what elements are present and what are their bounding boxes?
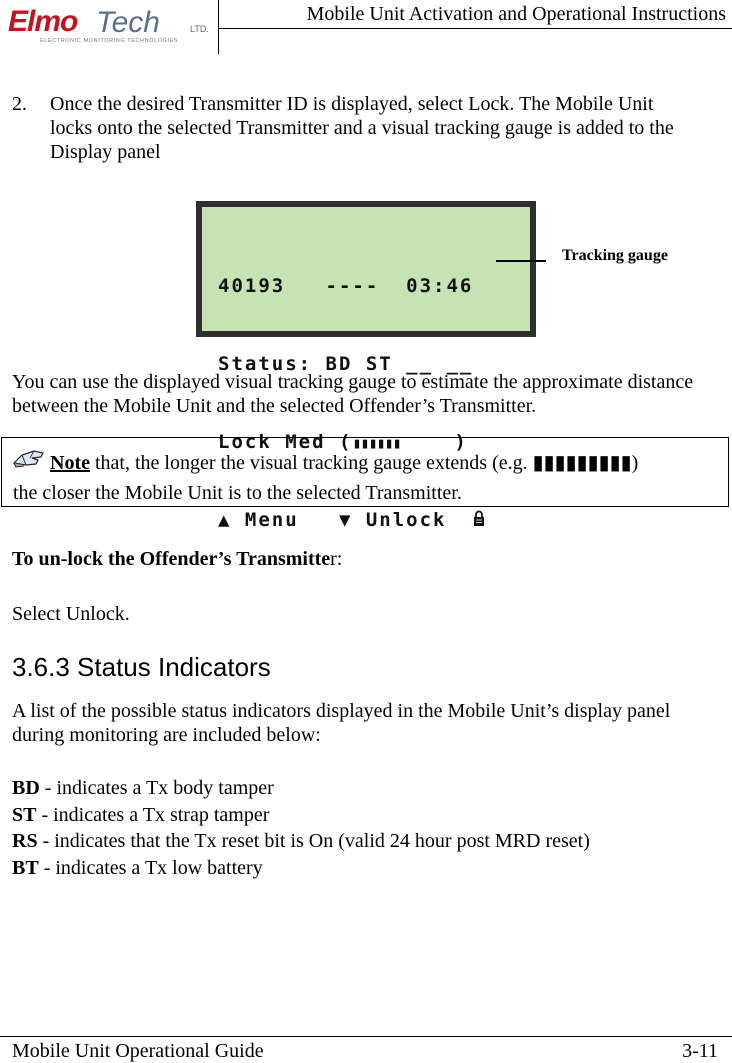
footer-guide-title: Mobile Unit Operational Guide bbox=[12, 1040, 264, 1062]
indicator-desc: - indicates a Tx low battery bbox=[38, 857, 263, 879]
note-hand-icon bbox=[12, 447, 46, 471]
gauge-explanation-paragraph: You can use the displayed visual tracking gauge to estimate the approximate distance between the Mobile Unit and the selected Offender’s Transmitter. bbox=[12, 371, 694, 417]
note-line-1 bbox=[50, 451, 638, 475]
indicator-code: ST bbox=[12, 804, 37, 826]
lcd-line-2: Status: BD ST __ __ bbox=[218, 353, 474, 375]
logo-mark: Elmo bbox=[8, 5, 78, 38]
indicator-st bbox=[12, 803, 269, 827]
step-text: Once the desired Transmitter ID is displayed, select Lock. The Mobile Unit locks onto the selected Transmitter and a visual tracking gauge is added to the Display panel bbox=[50, 93, 674, 163]
indicator-code: RS bbox=[12, 830, 38, 852]
indicator-rs bbox=[12, 829, 590, 853]
unlock-heading bbox=[12, 547, 342, 571]
indicator-desc: - indicates that the Tx reset bit is On (valid 24 hour post MRD reset) bbox=[37, 830, 590, 852]
indicator-bt bbox=[12, 856, 263, 880]
indicator-code: BT bbox=[12, 857, 39, 879]
indicator-desc: - indicates a Tx body tamper bbox=[39, 777, 274, 799]
page-number: 3-11 bbox=[682, 1040, 718, 1062]
lcd-line-4 bbox=[218, 507, 516, 533]
note-word: Note bbox=[50, 452, 90, 474]
elmotech-logo bbox=[8, 6, 213, 46]
tracking-gauge-callout-line bbox=[496, 260, 546, 262]
document-title: Mobile Unit Activation and Operational Instructions bbox=[306, 3, 726, 25]
indicator-code: BD bbox=[12, 777, 40, 799]
header-divider-horizontal bbox=[218, 28, 732, 29]
select-unlock-instruction: Select Unlock. bbox=[12, 603, 130, 625]
header-divider-vertical bbox=[218, 0, 219, 54]
lcd-menu-unlock: ▲ Menu ▼ Unlock bbox=[218, 509, 447, 531]
lcd-gauge-close: ) bbox=[400, 431, 468, 453]
tracking-gauge-bars: ▮▮▮▮▮▮ bbox=[352, 434, 401, 452]
section-heading: 3.6.3 Status Indicators bbox=[12, 652, 271, 682]
indicator-desc: - indicates a Tx strap tamper bbox=[36, 804, 270, 826]
logo-tagline: ELECTRONIC MONITORING TECHNOLOGIES bbox=[40, 38, 179, 44]
unlock-heading-bold: To un-lock the Offender’s Transmitte bbox=[12, 548, 331, 570]
lcd-line-1: 40193 ---- 03:46 bbox=[218, 275, 474, 297]
status-indicators-intro: A list of the possible status indicators displayed in the Mobile Unit’s display panel during monitoring are included below: bbox=[12, 700, 671, 746]
unlock-heading-rest: r: bbox=[330, 548, 343, 570]
note-box bbox=[1, 437, 729, 507]
logo-ltd: LTD. bbox=[190, 24, 209, 34]
note-line-2: the closer the Mobile Unit is to the selected Transmitter. bbox=[13, 482, 462, 504]
note-line-1-text: that, the longer the visual tracking gauge extends (e.g. ▮▮▮▮▮▮▮▮▮) bbox=[89, 452, 639, 474]
page-header bbox=[0, 0, 732, 54]
indicator-bd bbox=[12, 776, 274, 800]
tracking-gauge-label: Tracking gauge bbox=[562, 247, 668, 264]
step-number: 2. bbox=[12, 93, 27, 115]
lcd-lock-med-label: Lock Med ( bbox=[218, 431, 353, 453]
lock-icon bbox=[473, 508, 485, 534]
logo-word: Tech bbox=[96, 6, 160, 39]
footer-divider bbox=[0, 1036, 732, 1037]
